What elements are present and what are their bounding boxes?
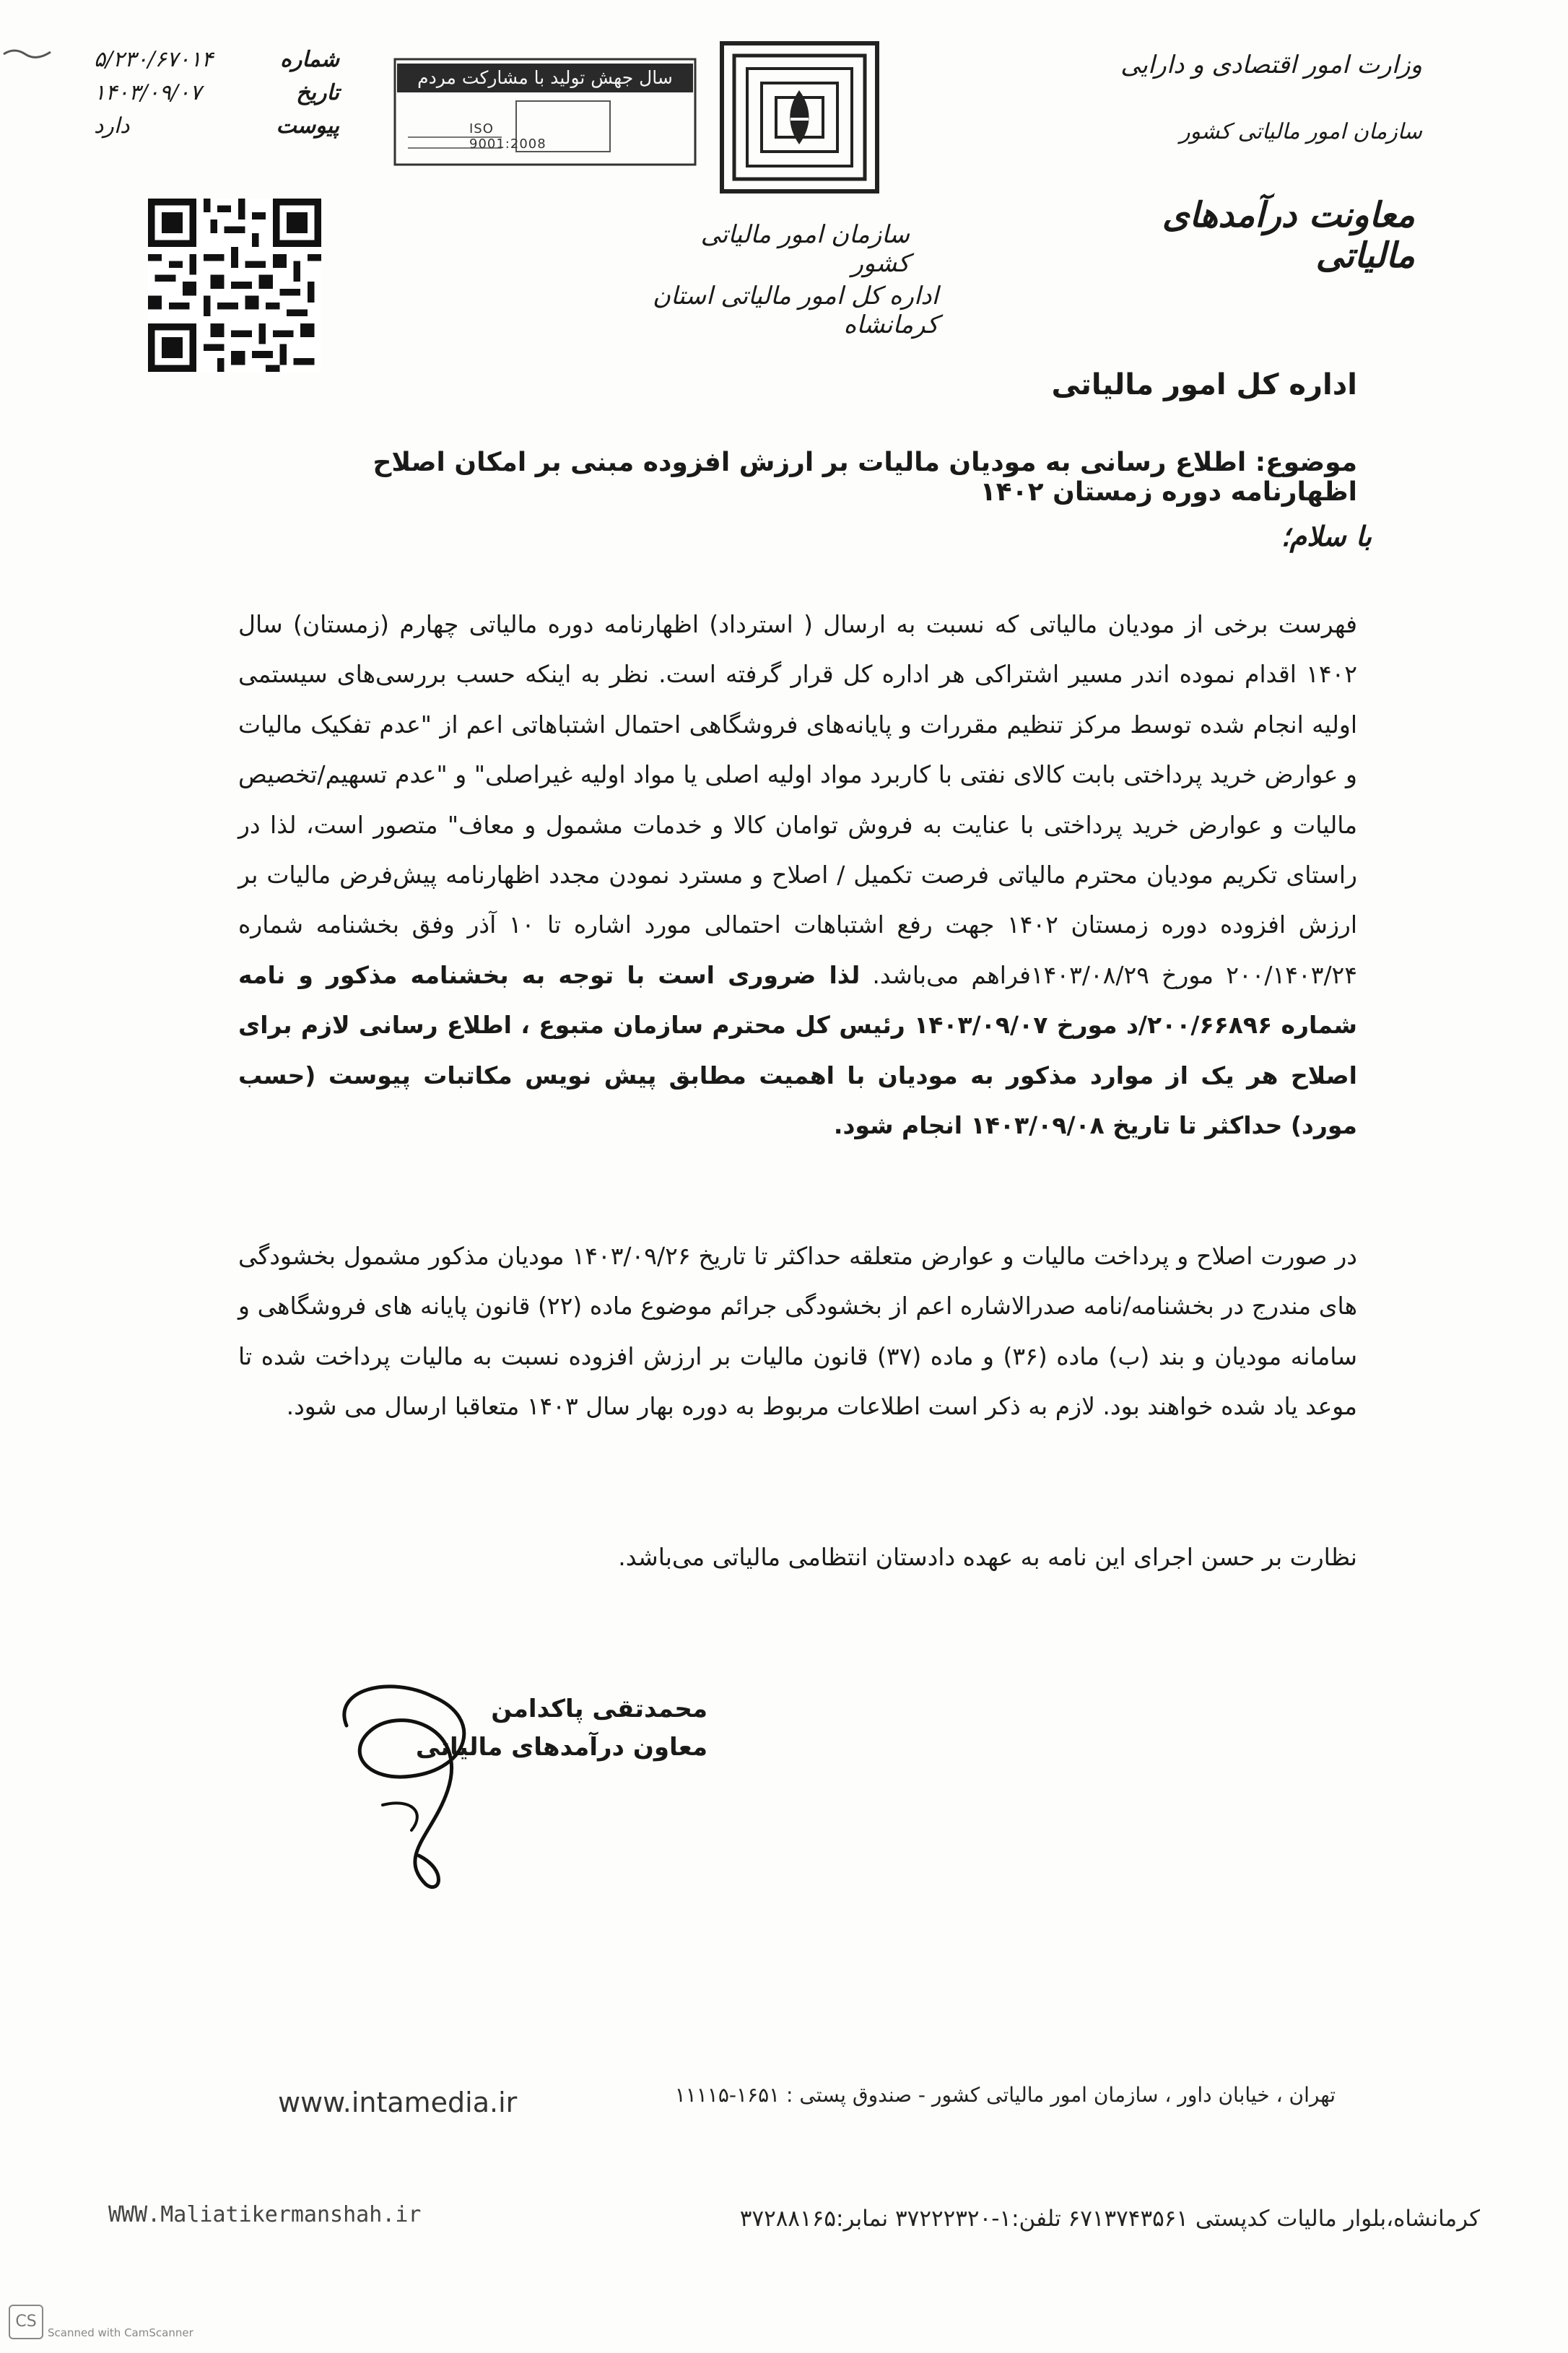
deputy-office-title: معاونت درآمدهای مالیاتی: [1162, 195, 1415, 276]
body-paragraph-1: [238, 599, 1357, 1150]
iran-emblem-logo: [718, 40, 881, 195]
subject-line: [318, 448, 1357, 507]
year-slogan-banner: سال جهش تولید با مشارکت مردم: [397, 64, 693, 92]
meta-number-value: ۵/۲۳۰/۶۷۰۱۴: [94, 47, 214, 72]
ministry-line-2: سازمان امور مالیاتی کشور: [1180, 119, 1422, 144]
handwritten-signature: [303, 1675, 520, 1899]
footer-website-intamedia[interactable]: www.intamedia.ir: [278, 2087, 518, 2118]
footer-address-kermanshah: کرمانشاه،بلوار مالیات کدپستی ۶۷۱۳۷۴۳۵۶۱ تلفن:۱-۳۷۲۲۲۳۲۰ نمابر:۳۷۲۸۸۱۶۵: [739, 2206, 1480, 2232]
org-line-2: اداره کل امور مالیاتی استان کرمانشاه: [653, 282, 938, 339]
signatory-title: معاون درآمدهای مالیاتی: [415, 1733, 707, 1762]
meta-date-label: تاریخ: [296, 80, 339, 105]
ministry-line-1: وزارت امور اقتصادی و دارایی: [1120, 51, 1422, 79]
body-paragraph-3: نظارت بر حسن اجرای این نامه به عهده دادستان انتظامی مالیاتی می‌باشد.: [618, 1543, 1357, 1571]
recipient: اداره کل امور مالیاتی: [1051, 368, 1357, 401]
greeting: با سلام؛: [1281, 520, 1372, 552]
meta-attachment-row: [94, 110, 339, 143]
iso-label: ISO 9001:2008: [469, 121, 546, 152]
meta-date-value: ۱۴۰۳/۰۹/۰۷: [94, 80, 202, 105]
footer-website-kermanshah[interactable]: WWW.Maliatikermanshah.ir: [108, 2202, 422, 2227]
subject-label: موضوع:: [1255, 448, 1357, 477]
signatory-name: محمدتقی پاکدامن: [491, 1695, 707, 1723]
footer-address-tehran: تهران ، خیابان داور ، سازمان امور مالیاتی کشور - صندوق پستی : ۱۶۵۱-۱۱۱۱۵: [674, 2083, 1336, 2107]
subject-text: اطلاع رسانی به مودیان مالیات بر ارزش افزوده مبنی بر امکان اصلاح اظهارنامه دوره زمستان ۱۴۰۲: [373, 448, 1357, 507]
letter-meta: [94, 43, 339, 143]
org-line-1: سازمان امور مالیاتی کشور: [700, 220, 910, 278]
body-paragraph-1-part-a: فهرست برخی از مودیان مالیاتی که نسبت به ارسال ( استرداد) اظهارنامه دوره مالیاتی چهارم (زمستان) سال ۱۴۰۲ اقدام نموده اندر مسیر اشتراکی هر اداره کل قرار گرفته است. نظر به اینکه حسب بررسی‌های سیستمی اولیه انجام شده توسط مرکز تنظیم مقررات و پایانه‌های فروشگاهی احتمال اشتباهاتی اعم از "عدم تفکیک مالیات و عوارض خرید پرداختی بابت کالای نفتی با کاربرد مواد اولیه اصلی یا مواد اولیه غیراصلی" و "عدم تسهیم/تخصیص مالیات و عوارض خرید پرداختی با عنایت به فروش توامان کالا و خدمات مشمول و معاف" متصور است، لذا در راستای تکریم مودیان محترم مالیاتی فرصت تکمیل / اصلاح و مسترد نمودن مجدد اظهارنامه پیش‌فرض مالیات بر ارزش افزوده دوره زمستان ۱۴۰۲ جهت رفع اشتباهات احتمالی مورد اشاره تا ۱۰ آذر وفق بخشنامه شماره ۲۰۰/۱۴۰۳/۲۴ مورخ ۱۴۰۳/۰۸/۲۹فراهم می‌باشد.: [238, 610, 1358, 989]
meta-attachment-value: دارد: [94, 113, 130, 139]
qr-code: [148, 199, 321, 372]
body-paragraph-1-part-b: لذا ضروری است با توجه به بخشنامه مذکور و نامه شماره ۲۰۰/۶۶۸۹۶/د مورخ ۱۴۰۳/۰۹/۰۷ رئیس کل محترم سازمان متبوع ، اطلاع رسانی لازم برای اصلاح هر یک از موارد مذکور به مودیان با اهمیت مطابق پیش نویس مکاتبات پیوست (حسب مورد) حداکثر تا تاریخ ۱۴۰۳/۰۹/۰۸ انجام شود.: [238, 960, 1357, 1140]
body-paragraph-2: در صورت اصلاح و پرداخت مالیات و عوارض متعلقه حداکثر تا تاریخ ۱۴۰۳/۰۹/۲۶ مودیان مذکور مشمول بخشودگی های مندرج در بخشنامه/نامه صدرالاشاره اعم از بخشودگی جرائم موضوع ماده (۲۲) قانون پایانه های فروشگاهی و سامانه مودیان و بند (ب) ماده (۳۶) و ماده (۳۷) قانون مالیات بر ارزش افزوده نسبت به مالیات پرداخت شده تا موعد یاد شده خواهند بود. لازم به ذکر است اطلاعات مربوط به دوره بهار سال ۱۴۰۳ متعاقبا ارسال می شود.: [238, 1242, 1358, 1421]
meta-number-label: شماره: [280, 47, 339, 72]
camscanner-watermark: Scanned with CamScanner: [48, 2326, 193, 2339]
camscanner-logo: CS: [9, 2305, 43, 2339]
meta-date-row: [94, 77, 339, 110]
meta-attachment-label: پیوست: [276, 113, 339, 139]
meta-number-row: [94, 43, 339, 77]
corner-mark: [0, 43, 58, 65]
